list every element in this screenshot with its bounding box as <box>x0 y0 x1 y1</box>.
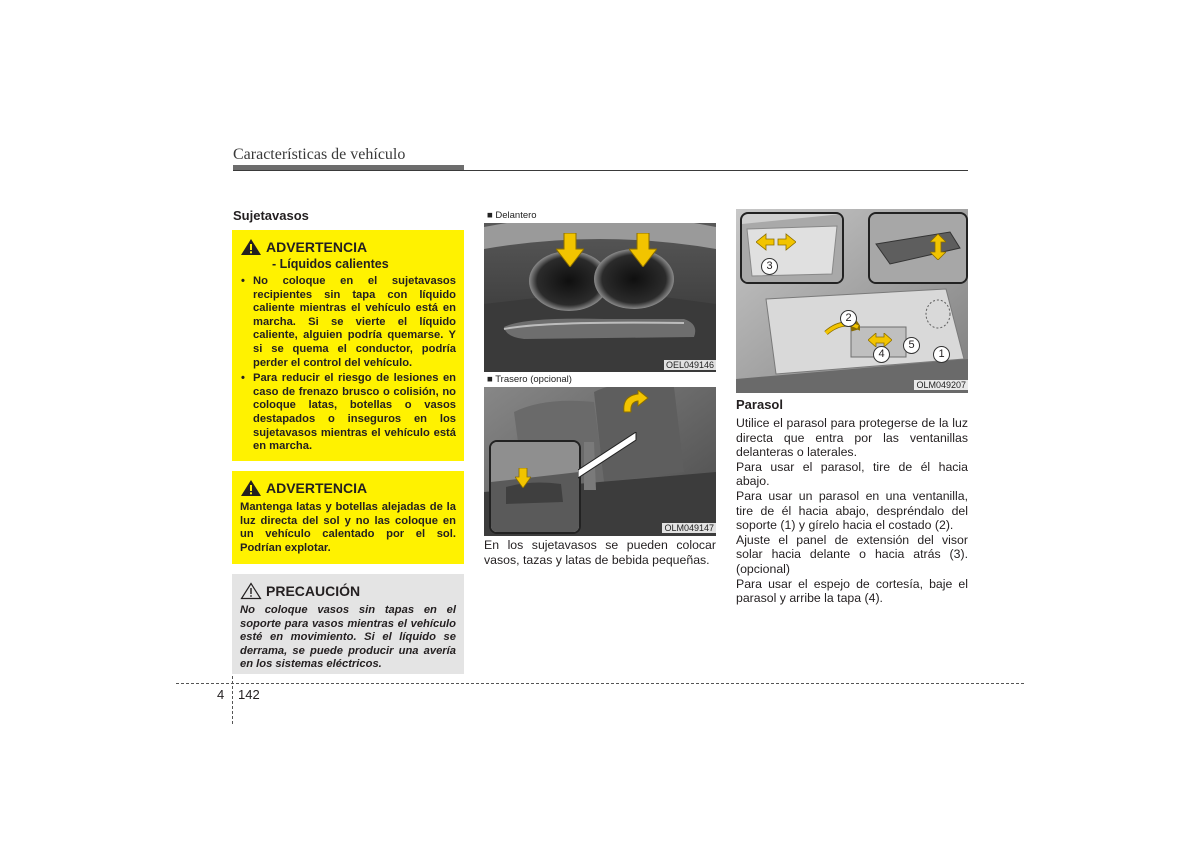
callout-number-2: 2 <box>840 310 857 327</box>
caution-header <box>240 582 456 600</box>
vanity-mirror-inset <box>868 212 968 284</box>
warning-triangle-icon <box>240 238 262 256</box>
rear-cupholder-photo <box>484 372 716 536</box>
sunvisor-photo <box>736 209 968 393</box>
figure-code-front: OEL049146 <box>665 360 714 370</box>
figure-code-rear: OLM049147 <box>664 523 714 533</box>
parasol-paragraph: Para usar el parasol, tire de él hacia abajo. <box>736 459 968 489</box>
warning-item: • Para reducir el riesgo de lesiones en caso de frenazo brusco o colisión, no coloque latas, botellas o vasos destapados o inseguros en los sujetavasos mientras el vehículo está en marcha. <box>240 372 456 454</box>
front-cupholder-photo <box>484 209 716 372</box>
callout-number-4: 4 <box>873 346 890 363</box>
figure-label-rear: ■ Trasero (opcional) <box>487 374 572 385</box>
caution-title: PRECAUCIÓN <box>266 583 361 599</box>
parasol-paragraph: Utilice el parasol para protegerse de la luz directa que entra por las ventanillas delanteras o laterales. <box>736 416 968 460</box>
warning-title: ADVERTENCIA <box>266 239 368 255</box>
parasol-text <box>736 416 968 606</box>
front-cupholder-illustration <box>484 209 716 372</box>
parasol-paragraph: Para usar un parasol en una ventanilla, tire de él hacia abajo, despréndalo del soporte (1) y gírelo hacia el costado (2). <box>736 488 968 533</box>
caution-text: No coloque vasos sin tapas en el soporte para vasos mientras el vehículo esté en movimiento. Si el líquido se derrama, se puede producir una avería en los sistemas eléctricos. <box>240 604 456 671</box>
warning-item: • No coloque en el sujetavasos recipientes sin tapa con líquido caliente mientras el vehículo está en marcha. Si se vierte el líquido caliente, alguien podría quemarse. Y si se quema el conductor, podría perder el control del vehículo. <box>240 275 456 370</box>
up-down-arrow-icon <box>930 234 946 260</box>
page-section-number: 4 <box>217 687 225 702</box>
caution-box <box>232 574 464 674</box>
left-right-arrow-icon <box>756 232 796 252</box>
callout-number-1: 1 <box>933 346 950 363</box>
down-arrow-icon <box>629 233 657 267</box>
header-rule <box>233 170 968 171</box>
warning-triangle-icon <box>240 479 262 497</box>
page-number: 142 <box>238 687 260 702</box>
cupholder-caption: En los sujetavasos se pueden colocar vasos, tazas y latas de bebida pequeñas. <box>484 538 716 567</box>
section-title: Sujetavasos <box>233 208 309 223</box>
parasol-title: Parasol <box>736 397 783 412</box>
footer-divider <box>232 676 233 724</box>
left-right-arrow-icon <box>868 333 892 347</box>
warning-header <box>240 238 456 256</box>
caution-triangle-icon <box>240 582 262 600</box>
parasol-paragraph: Ajuste el panel de extensión del visor solar hacia delante o hacia atrás (3). (opcional) <box>736 532 968 576</box>
footer-rule <box>176 683 1024 684</box>
page-header-title: Características de vehículo <box>233 146 406 163</box>
figure-code-sunvisor: OLM049207 <box>916 380 966 390</box>
parasol-paragraph: Para usar el espejo de cortesía, baje el parasol y arribe la tapa (4). <box>736 576 968 606</box>
callout-lines <box>578 432 638 482</box>
warning-subtitle: - Líquidos calientes <box>272 257 389 271</box>
warning-list <box>240 275 456 454</box>
callout-number-3: 3 <box>761 258 778 275</box>
figure-label-front: ■ Delantero <box>487 210 537 221</box>
sunvisor-extension-inset <box>740 212 844 284</box>
rear-armrest-inset <box>489 440 581 534</box>
warning-header <box>240 479 456 497</box>
warning-box-sun <box>232 471 464 564</box>
warning-title: ADVERTENCIA <box>266 480 368 496</box>
warning-text: Mantenga latas y botellas alejadas de la luz directa del sol y no las coloque en un vehículo calentado por el sol. Podrían explotar. <box>240 501 456 554</box>
warning-box-hot-liquids <box>232 230 464 461</box>
callout-number-5: 5 <box>903 337 920 354</box>
rotate-arrow-icon <box>620 390 650 416</box>
down-arrow-icon <box>556 233 584 267</box>
down-arrow-icon <box>515 468 531 488</box>
